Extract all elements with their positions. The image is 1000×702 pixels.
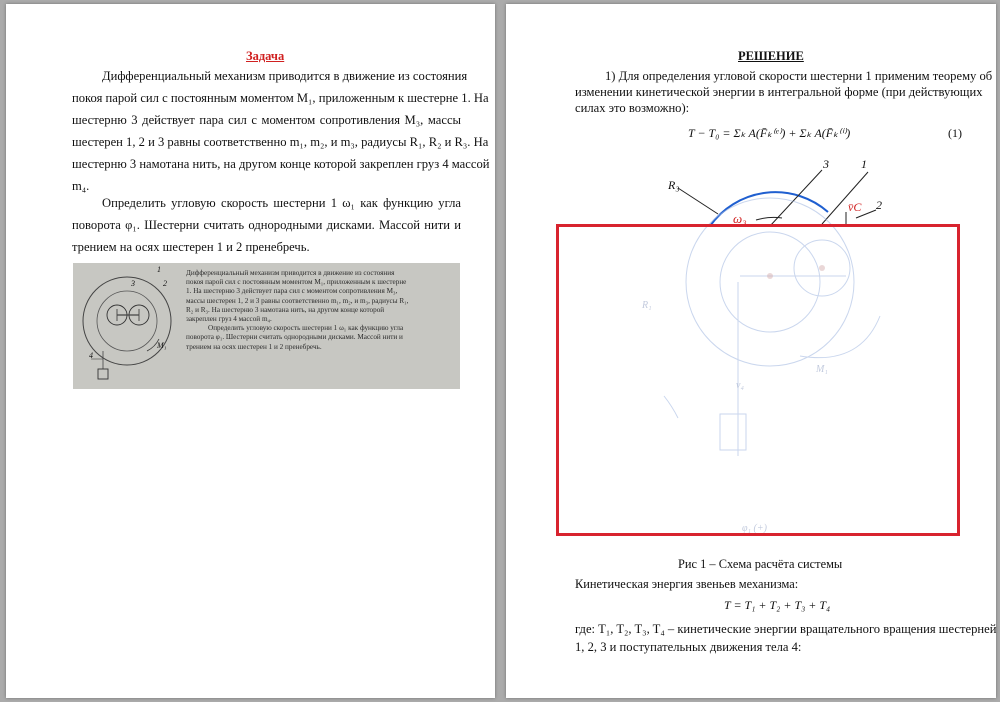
label-faint-bottom: φ₁ (+): [742, 523, 767, 534]
omega-arrow: [756, 217, 782, 220]
label-faint-r: R₁: [642, 300, 652, 311]
photo-text-line: закреплен груз 4 массой m₄.: [186, 315, 272, 324]
leader-r3: [678, 188, 718, 214]
photo-text: [186, 269, 458, 352]
photo-text-line: трением на осях шестерен 1 и 2 пренебречь.: [186, 342, 322, 351]
intro-line: изменении кинетической энергии в интегральной форме (при действующих: [575, 85, 983, 99]
label-faint-m: M₁: [816, 364, 828, 375]
problem-line: m₄.: [72, 179, 90, 193]
where-line: 1, 2, 3 и поступательных движения тела 4:: [575, 640, 802, 654]
problem-photo: [73, 263, 460, 389]
photo-text-line: 1. На шестерню 3 действует пара сил с моментом сопротивления M₃,: [186, 287, 398, 296]
label-faint-v: v₄: [736, 380, 744, 391]
label-r3: R₃: [668, 178, 680, 192]
problem-line: шестерню 3 намотана нить, на другом конце которой закреплен груз 4 массой: [72, 157, 490, 171]
task-line: Определить угловую скорость шестерни 1 ω₁ как функцию угла: [102, 196, 461, 210]
task-line: трением на осях шестерен 1 и 2 пренебречь.: [72, 240, 310, 254]
task-paragraph: [72, 192, 461, 258]
photo-text-line: массы шестерен 1, 2 и 3 равны соответственно m₁, m₂, и m₃, радиусы R₁,: [186, 296, 409, 305]
task-line: поворота φ₁. Шестерни считать однородными дисками. Массой нити и: [72, 218, 461, 232]
intro-paragraph: [575, 68, 993, 116]
photo-text-line: Дифференциальный механизм приводится в движение из состояния: [186, 269, 395, 277]
intro-line: 1) Для определения угловой скорости шестерни 1 применим теорему об: [605, 69, 993, 83]
formula-number: (1): [948, 126, 962, 140]
photo-label-4: 4: [89, 351, 93, 360]
where-line: где: T₁, T₂, T₃, T₄ – кинетические энергии вращательного вращения шестерней: [575, 622, 997, 636]
formula-theorem: T − T₀ = Σₖ A(F̄ₖ⁽ᵉ⁾) + Σₖ A(F̄ₖ⁽ⁱ⁾): [688, 126, 851, 140]
label-1: 1: [861, 157, 867, 171]
photo-text-line: Определить угловую скорость шестерни 1 ω₁ как функцию угла: [208, 324, 404, 333]
label-3: 3: [823, 157, 829, 171]
problem-line: покоя парой сил с постоянным моментом М₁, приложенным к шестерне 1. На: [72, 91, 489, 105]
photo-text-line: R₂ и R₃. На шестерню 3 намотана нить, на другом конце которой: [186, 305, 385, 314]
photo-text-line: покоя парой сил с постоянным моментом M₁, приложенным к шестерне: [186, 278, 407, 287]
label-omega: ω₃: [733, 211, 747, 226]
problem-line: шестерню 3 действует пара сил с моментом сопротивления М₃, массы: [72, 113, 461, 127]
label-2: 2: [876, 198, 882, 212]
formula-kinetic: T = T₁ + T₂ + T₃ + T₄: [724, 598, 831, 612]
intro-line: силах это возможно):: [575, 101, 690, 115]
problem-paragraph: [72, 65, 490, 197]
highlight-box: [556, 224, 960, 536]
photo-label-3: 3: [131, 279, 135, 288]
photo-label-1: 1: [157, 265, 161, 274]
label-vc: v̄C: [848, 200, 862, 214]
figure-caption: Рис 1 – Схема расчёта системы: [678, 557, 843, 571]
problem-title: Задача: [246, 49, 285, 63]
photo-label-2: 2: [163, 279, 167, 288]
kinetic-energy-text: Кинетическая энергия звеньев механизма:: [575, 577, 799, 591]
problem-line: шестерен 1, 2 и 3 равны соответственно m₁, m₂, и m₃, радиусы R₁, R₂ и R₃. На: [72, 135, 489, 149]
photo-label-m1: M₁: [157, 341, 167, 350]
solution-title: РЕШЕНИЕ: [738, 49, 804, 63]
where-paragraph: [575, 620, 997, 656]
photo-text-line: поворота φ₁. Шестерни считать однородными дисками. Массой нити и: [186, 333, 403, 342]
problem-line: Дифференциальный механизм приводится в движение из состояния: [102, 69, 468, 83]
